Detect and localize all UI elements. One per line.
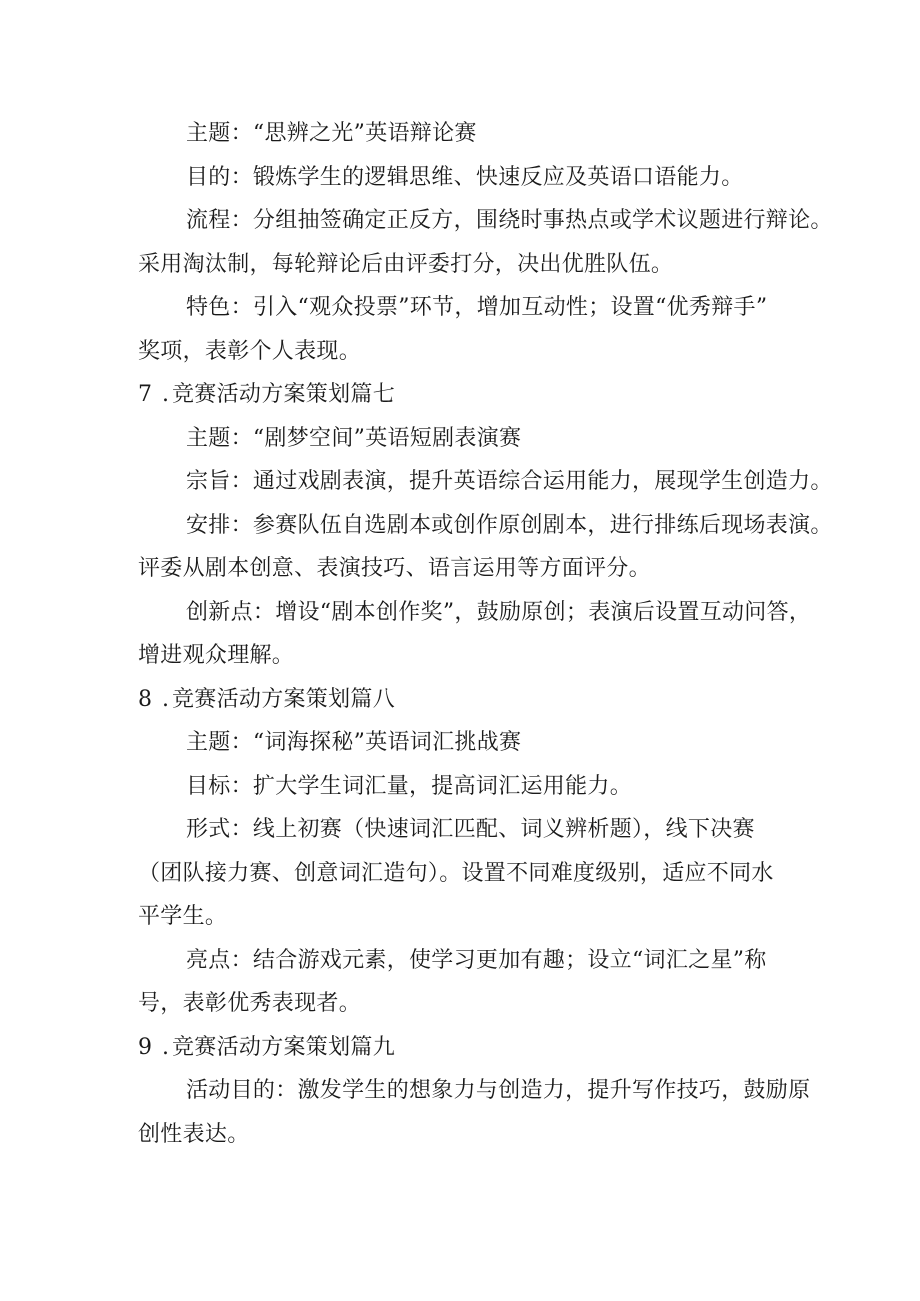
section7-number: 7 [138, 382, 153, 407]
section8-highlight-line1: 亮点：结合游戏元素，使学习更加有趣；设立“词汇之星”称 [186, 947, 767, 973]
section6-process-line2: 采用淘汰制，每轮辩论后由评委打分，决出优胜队伍。 [138, 251, 674, 277]
section7-aim: 宗旨：通过戏剧表演，提升英语综合运用能力，展现学生创造力。 [186, 469, 833, 494]
section9-activity-line1: 活动目的：激发学生的想象力与创造力，提升写作技巧，鼓励原 [186, 1078, 811, 1103]
section9-activity-line2: 创性表达。 [138, 1121, 250, 1147]
section8-title: 竞赛活动方案策划篇八 [172, 686, 396, 712]
section6-process-line1: 流程：分组抽签确定正反方，围绕时事热点或学术议题进行辩论。 [186, 208, 833, 233]
section6-purpose: 目的：锻炼学生的逻辑思维、快速反应及英语口语能力。 [186, 164, 744, 190]
section7-title: 竞赛活动方案策划篇七 [172, 382, 396, 407]
section8-theme: 主题：“词海探秘”英语词汇挑战赛 [186, 730, 522, 755]
section9-title: 竞赛活动方案策划篇九 [172, 1034, 396, 1060]
section8-heading [138, 678, 788, 722]
section7-innovation-line2: 增进观众理解。 [138, 643, 295, 668]
section8-highlight-line2: 号，表彰优秀表现者。 [138, 991, 362, 1016]
section7-dot: . [162, 382, 170, 407]
section7-theme: 主题：“剧梦空间”英语短剧表演赛 [186, 425, 522, 451]
section7-innovation-line1: 创新点：增设“剧本创作奖”，鼓励原创；表演后设置互动问答， [186, 599, 812, 625]
section8-format-line1: 形式：线上初赛（快速词汇匹配、词义辨析题），线下决赛 [186, 817, 755, 842]
section8-goal: 目标：扩大学生词汇量，提高词汇运用能力。 [186, 773, 633, 799]
section9-number: 9 [138, 1034, 153, 1060]
section9-dot: . [162, 1034, 170, 1060]
section7-arrange-line2: 评委从剧本创意、表演技巧、语言运用等方面评分。 [138, 556, 651, 581]
section8-format-line3: 平学生。 [138, 904, 228, 929]
section6-theme: 主题：“思辨之光”英语辩论赛 [186, 121, 477, 146]
section8-format-line2: （团队接力赛、创意词汇造句）。设置不同难度级别，适应不同水 [138, 860, 774, 886]
section6-feature-line1: 特色：引入“观众投票”环节，增加互动性；设置“优秀辩手” [186, 295, 768, 320]
document-body [138, 112, 833, 1156]
section6-feature-line2: 奖项，表彰个人表现。 [138, 338, 362, 364]
section9-heading [138, 1026, 788, 1070]
section7-arrange-line1: 安排：参赛队伍自选剧本或创作原创剧本，进行排练后现场表演。 [186, 512, 833, 538]
section8-number: 8 [138, 686, 153, 712]
section7-heading [138, 373, 788, 417]
section8-dot: . [162, 686, 170, 712]
